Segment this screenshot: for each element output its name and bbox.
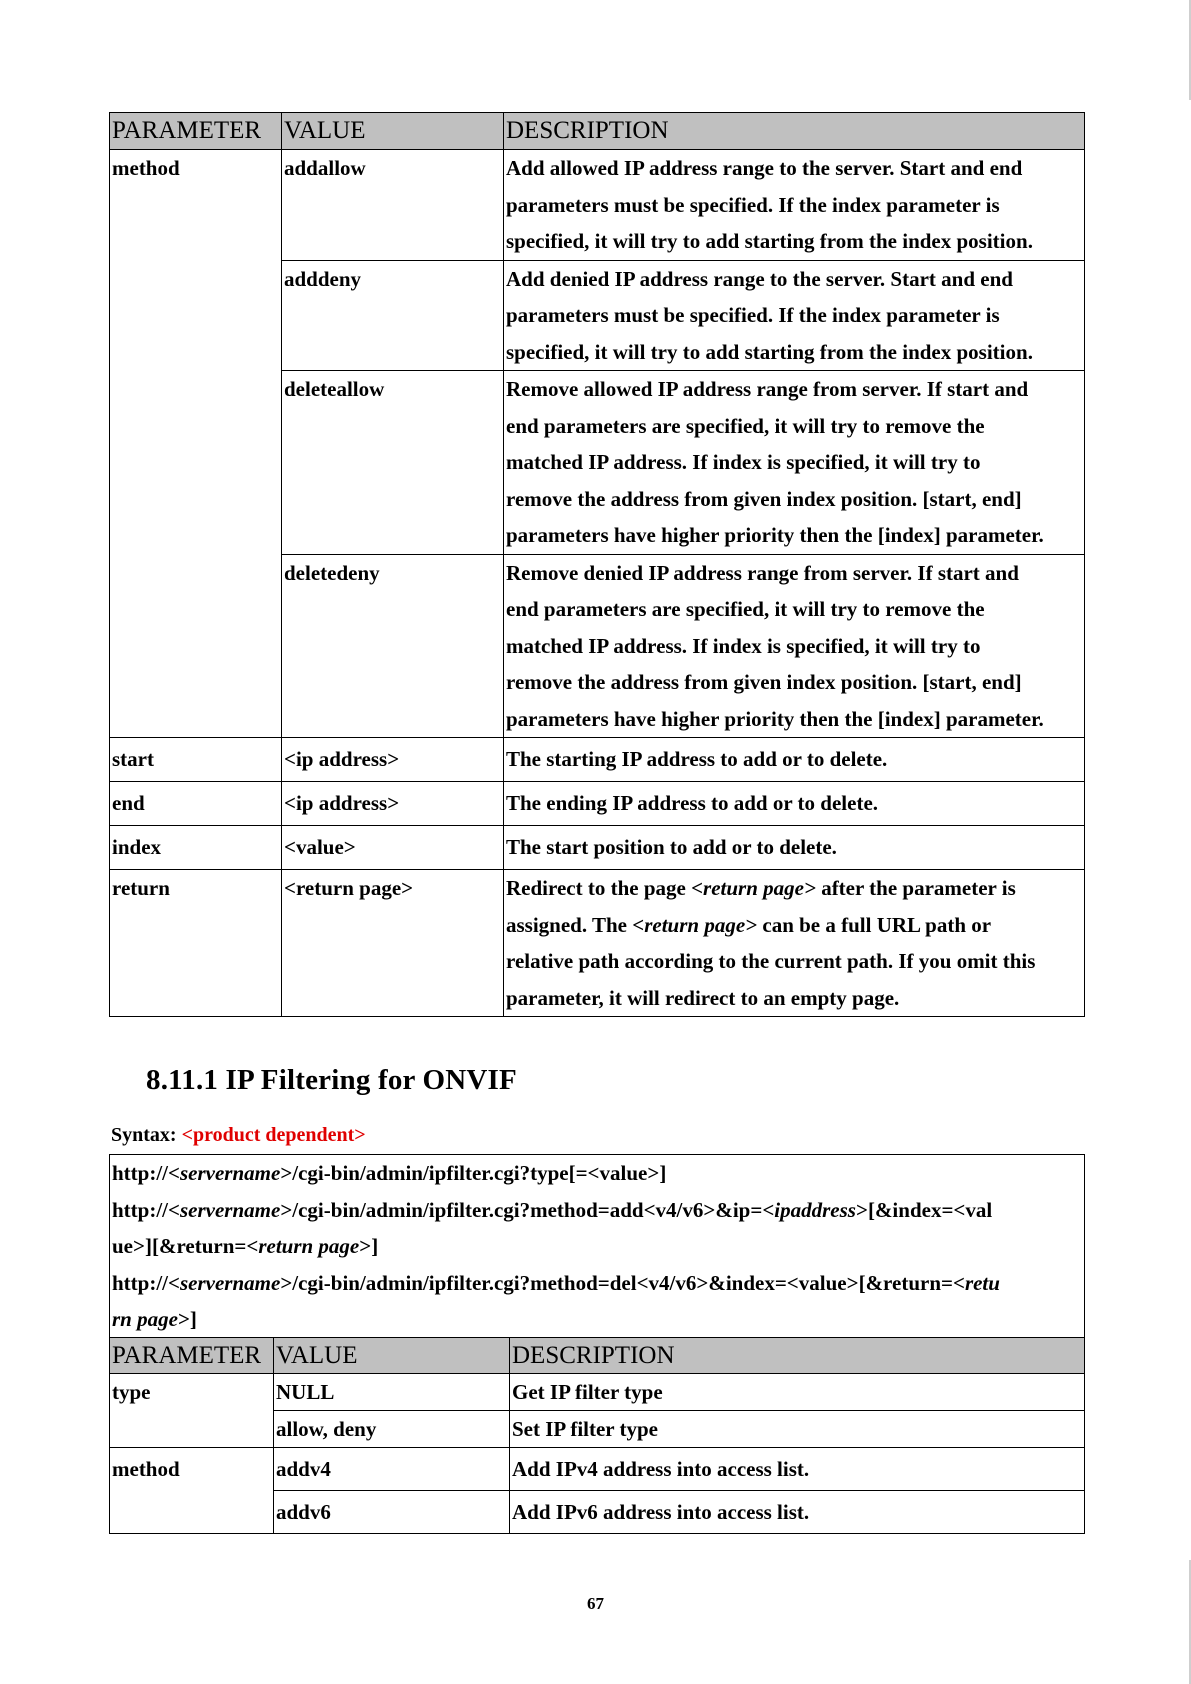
url-text: >] [359, 1234, 379, 1258]
desc-line: parameters must be specified. If the index parameter is [506, 303, 1000, 327]
value-cell: <ip address> [282, 738, 504, 782]
value-cell: allow, deny [274, 1411, 510, 1448]
desc-cell: Add IPv6 address into access list. [510, 1491, 1085, 1534]
desc-line: relative path according to the current path. If you omit this [506, 949, 1036, 973]
desc-cell: Add IPv4 address into access list. [510, 1448, 1085, 1491]
header-parameter: PARAMETER [110, 1338, 274, 1374]
desc-line: parameters must be specified. If the index parameter is [506, 192, 1000, 217]
header-parameter: PARAMETER [110, 113, 282, 150]
url-text: ue>][&return=< [112, 1234, 259, 1258]
desc-cell: The start position to add or to delete. [504, 826, 1085, 870]
value-cell: addv6 [274, 1491, 510, 1534]
url-text: >[&index=<val [855, 1197, 993, 1222]
table-row [110, 826, 1085, 870]
desc-cell [504, 371, 1085, 555]
header-value: VALUE [282, 113, 504, 150]
section-heading: 8.11.1 IP Filtering for ONVIF [146, 1064, 517, 1096]
param-cell: method [110, 1448, 274, 1534]
url-line [112, 1192, 1082, 1229]
url-text: >/cgi-bin/admin/ipfilter.cgi?type[=<value>] [280, 1161, 667, 1185]
parameter-table-2 [109, 1337, 1085, 1534]
desc-line: specified, it will try to add starting from the index position. [506, 339, 1033, 364]
url-italic: ipaddress [774, 1197, 856, 1222]
value-cell: addv4 [274, 1448, 510, 1491]
url-text: http://< [112, 1161, 180, 1185]
desc-line: parameters have higher priority then the [index] parameter. [506, 523, 1044, 547]
url-line [112, 1155, 1082, 1192]
url-text: http://< [112, 1270, 180, 1295]
url-text: >] [177, 1307, 197, 1331]
url-italic: servername [179, 1161, 281, 1185]
value-cell: deleteallow [282, 371, 504, 555]
url-line [112, 1301, 1082, 1338]
param-cell: start [110, 738, 282, 782]
desc-cell: The starting IP address to add or to delete. [504, 738, 1085, 782]
desc-cell: Set IP filter type [510, 1411, 1085, 1448]
param-cell: return [110, 870, 282, 1017]
param-cell: type [110, 1374, 274, 1448]
desc-italic: <return page> [691, 876, 816, 900]
table-header-row [110, 113, 1085, 150]
table-row [110, 150, 1085, 261]
desc-cell [504, 260, 1085, 371]
desc-text: Redirect to the page [506, 876, 692, 900]
desc-italic: <return page> [632, 912, 758, 937]
table-row [110, 738, 1085, 782]
table-row [110, 870, 1085, 1017]
syntax-label: Syntax: [111, 1124, 182, 1146]
url-text: >/cgi-bin/admin/ipfilter.cgi?method=add<v4/v6>&ip=< [280, 1197, 775, 1222]
product-dependent-note: <product dependent> [181, 1124, 366, 1146]
value-cell: <value> [282, 826, 504, 870]
url-text: >/cgi-bin/admin/ipfilter.cgi?method=del<v4/v6>&index=<value>[&return=< [280, 1270, 965, 1295]
url-italic: retu [964, 1270, 1000, 1295]
desc-line: Add denied IP address range to the server. Start and end [506, 266, 1013, 291]
value-cell: <return page> [282, 870, 504, 1017]
url-italic: servername [179, 1197, 281, 1222]
table-row [110, 1374, 1085, 1411]
param-cell: end [110, 782, 282, 826]
desc-line: specified, it will try to add starting from the index position. [506, 229, 1033, 253]
url-italic: servername [179, 1270, 281, 1295]
url-italic: rn page [112, 1307, 178, 1331]
desc-text: after the parameter is [815, 876, 1016, 900]
syntax-url-box [109, 1154, 1085, 1338]
desc-line: end parameters are specified, it will try to remove the [506, 597, 985, 621]
param-cell: index [110, 826, 282, 870]
value-cell: addallow [282, 150, 504, 261]
desc-line: Remove allowed IP address range from server. If start and [506, 377, 1029, 401]
table-row [110, 1448, 1085, 1491]
desc-cell [504, 870, 1085, 1017]
header-description: DESCRIPTION [510, 1338, 1085, 1374]
url-text: http://< [112, 1197, 180, 1222]
header-description: DESCRIPTION [504, 113, 1085, 150]
desc-text: can be a full URL path or [757, 912, 992, 937]
desc-line: Remove denied IP address range from server. If start and [506, 560, 1019, 585]
value-cell: adddeny [282, 260, 504, 371]
page-number: 67 [587, 1594, 604, 1613]
url-line [112, 1265, 1082, 1302]
parameter-table-1 [109, 112, 1085, 1017]
desc-line: remove the address from given index position. [start, end] [506, 670, 1022, 694]
desc-cell: Get IP filter type [510, 1374, 1085, 1411]
param-cell: method [110, 150, 282, 738]
desc-line: Add allowed IP address range to the server. Start and end [506, 156, 1023, 180]
desc-line: matched IP address. If index is specified, it will try to [506, 450, 981, 474]
table-header-row [110, 1338, 1085, 1374]
desc-line: parameters have higher priority then the [index] parameter. [506, 706, 1044, 731]
desc-text: assigned. The [506, 912, 633, 937]
desc-cell [504, 554, 1085, 738]
desc-line: end parameters are specified, it will try to remove the [506, 413, 985, 438]
desc-cell: The ending IP address to add or to delete. [504, 782, 1085, 826]
table-row [110, 782, 1085, 826]
value-cell: NULL [274, 1374, 510, 1411]
header-value: VALUE [274, 1338, 510, 1374]
desc-line [506, 870, 1082, 907]
desc-line: remove the address from given index position. [start, end] [506, 486, 1022, 511]
url-italic: return page [258, 1234, 360, 1258]
desc-line: parameter, it will redirect to an empty page. [506, 985, 900, 1010]
value-cell: <ip address> [282, 782, 504, 826]
desc-line [506, 907, 1082, 944]
desc-line: matched IP address. If index is specified, it will try to [506, 633, 981, 658]
url-line [112, 1228, 1082, 1265]
desc-cell [504, 150, 1085, 261]
value-cell: deletedeny [282, 554, 504, 738]
syntax-line [111, 1124, 366, 1147]
